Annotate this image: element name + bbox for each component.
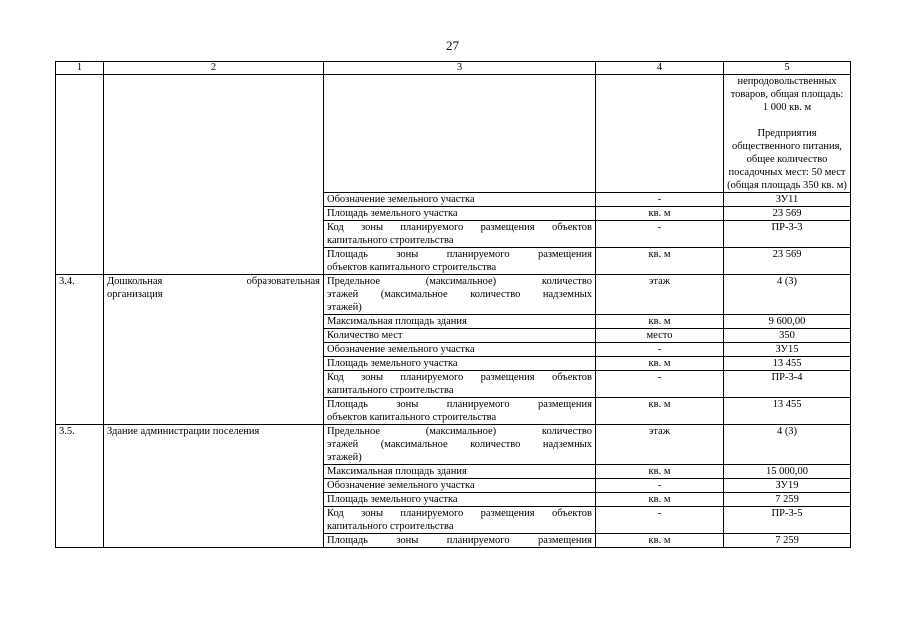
section-name-line: организация (107, 289, 163, 300)
value-cell: 350 (724, 329, 851, 343)
value-cell: 9 600,00 (724, 315, 851, 329)
param-line: капитального строительства (327, 385, 454, 396)
value-cell: ПР-3-3 (724, 221, 851, 248)
param-line: Площадь зоны планируемого размещения (327, 399, 592, 410)
param-cell: Площадь земельного участка (324, 207, 596, 221)
value-cell: 4 (3) (724, 275, 851, 315)
value-line: 1 000 кв. м (762, 102, 812, 113)
value-line: непродовольственных (737, 76, 837, 87)
param-cell (324, 425, 596, 465)
param-line: этажей) (327, 302, 362, 313)
section-number: 3.4. (56, 275, 104, 425)
value-cell: ЗУ15 (724, 343, 851, 357)
unit-cell: - (596, 343, 724, 357)
header-cell: 4 (596, 62, 724, 75)
param-line: Площадь зоны планируемого размещения (327, 535, 592, 546)
name-cell (104, 75, 324, 275)
unit-cell: - (596, 479, 724, 493)
value-line: (общая площадь 350 кв. м) (727, 180, 847, 191)
section-name (104, 275, 324, 425)
param-line: Код зоны планируемого размещения объектов (327, 372, 592, 383)
param-cell: Площадь земельного участка (324, 493, 596, 507)
value-cell: 7 259 (724, 534, 851, 548)
value-cell: 23 569 (724, 207, 851, 221)
param-cell: Обозначение земельного участка (324, 343, 596, 357)
section-name: Здание администрации поселения (104, 425, 324, 548)
unit-cell: этаж (596, 275, 724, 315)
param-line: этажей) (327, 452, 362, 463)
unit-cell: - (596, 507, 724, 534)
value-cell: 15 000,00 (724, 465, 851, 479)
header-cell: 2 (104, 62, 324, 75)
param-cell (324, 534, 596, 548)
param-cell (324, 507, 596, 534)
unit-cell: - (596, 221, 724, 248)
unit-cell: кв. м (596, 357, 724, 371)
table-header-row (56, 62, 851, 75)
value-cell: ПР-3-4 (724, 371, 851, 398)
value-line: посадочных мест: 50 мест (728, 167, 846, 178)
param-cell (324, 248, 596, 275)
unit-cell (596, 75, 724, 193)
value-cell: 13 455 (724, 398, 851, 425)
value-line: товаров, общая площадь: (730, 89, 844, 100)
unit-cell: кв. м (596, 493, 724, 507)
param-cell: Площадь земельного участка (324, 357, 596, 371)
unit-cell: - (596, 193, 724, 207)
param-line: этажей (максимальное количество надземных (327, 439, 592, 450)
unit-cell: кв. м (596, 207, 724, 221)
param-line: капитального строительства (327, 235, 454, 246)
value-cell: 7 259 (724, 493, 851, 507)
value-line: общественного питания, (731, 141, 843, 152)
param-cell (324, 275, 596, 315)
value-line: общее количество (746, 154, 828, 165)
parameters-table (55, 61, 851, 548)
table-row (56, 425, 851, 465)
unit-cell: кв. м (596, 465, 724, 479)
value-cell: ЗУ19 (724, 479, 851, 493)
param-line: этажей (максимальное количество надземных (327, 289, 592, 300)
unit-cell: кв. м (596, 248, 724, 275)
page-number: 27 (446, 38, 459, 53)
unit-cell: этаж (596, 425, 724, 465)
unit-cell: место (596, 329, 724, 343)
param-cell: Максимальная площадь здания (324, 315, 596, 329)
unit-cell: кв. м (596, 398, 724, 425)
table-row (56, 275, 851, 315)
header-cell: 1 (56, 62, 104, 75)
param-cell: Обозначение земельного участка (324, 479, 596, 493)
param-cell: Обозначение земельного участка (324, 193, 596, 207)
value-cell: 23 569 (724, 248, 851, 275)
value-line: Предприятия (757, 128, 817, 139)
table-row (56, 75, 851, 193)
header-cell: 5 (724, 62, 851, 75)
param-cell (324, 75, 596, 193)
value-cell: 13 455 (724, 357, 851, 371)
header-cell: 3 (324, 62, 596, 75)
param-line: Предельное (максимальное) количество (327, 276, 592, 287)
unit-cell: кв. м (596, 315, 724, 329)
param-line: Код зоны планируемого размещения объектов (327, 222, 592, 233)
param-line: объектов капитального строительства (327, 262, 497, 273)
param-cell (324, 398, 596, 425)
value-cell: ЗУ11 (724, 193, 851, 207)
param-cell: Максимальная площадь здания (324, 465, 596, 479)
param-line: объектов капитального строительства (327, 412, 497, 423)
param-line: капитального строительства (327, 521, 454, 532)
value-cell: ПР-3-5 (724, 507, 851, 534)
unit-cell: - (596, 371, 724, 398)
value-cell-continuation (724, 75, 851, 193)
section-number: 3.5. (56, 425, 104, 548)
param-line: Площадь зоны планируемого размещения (327, 249, 592, 260)
param-cell: Количество мест (324, 329, 596, 343)
value-cell: 4 (3) (724, 425, 851, 465)
num-cell (56, 75, 104, 275)
section-name-line: Дошкольная образовательная (107, 276, 320, 287)
param-cell (324, 221, 596, 248)
param-line: Предельное (максимальное) количество (327, 426, 592, 437)
param-line: Код зоны планируемого размещения объектов (327, 508, 592, 519)
param-cell (324, 371, 596, 398)
unit-cell: кв. м (596, 534, 724, 548)
